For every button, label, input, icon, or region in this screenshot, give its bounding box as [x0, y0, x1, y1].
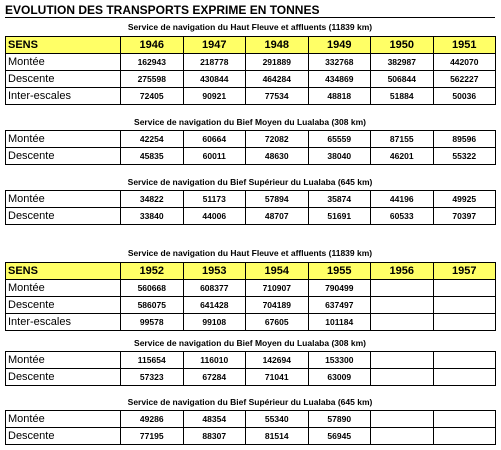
table-cell: 63009 — [308, 369, 371, 386]
header-cell: 1953 — [183, 263, 246, 280]
table-row — [6, 191, 496, 208]
section-title-bief-superieur-1952: Service de navigation du Bief Supérieur du Lualaba (645 km) — [127, 397, 373, 407]
table-cell: 48630 — [246, 148, 309, 165]
table-cell — [433, 280, 496, 297]
table-cell: 49286 — [121, 411, 184, 428]
table-cell: 704189 — [246, 297, 309, 314]
table-row — [6, 411, 496, 428]
table-cell: 77534 — [246, 88, 309, 105]
table-cell: 44006 — [183, 208, 246, 225]
header-cell: 1948 — [246, 37, 309, 54]
header-cell: 1949 — [308, 37, 371, 54]
table-cell: 50036 — [433, 88, 496, 105]
table-cell: 101184 — [308, 314, 371, 331]
table-cell — [371, 280, 434, 297]
header-cell: 1955 — [308, 263, 371, 280]
table-row — [6, 54, 496, 71]
section-title-bief-moyen-1952: Service de navigation du Bief Moyen du Lualaba (308 km) — [134, 338, 366, 348]
header-cell: SENS — [6, 263, 121, 280]
table-cell: 89596 — [433, 131, 496, 148]
table-cell: 72082 — [246, 131, 309, 148]
table-cell: 56945 — [308, 428, 371, 445]
table-cell: 90921 — [183, 88, 246, 105]
table-cell: 116010 — [183, 352, 246, 369]
table-cell: 35874 — [308, 191, 371, 208]
table-cell: 81514 — [246, 428, 309, 445]
table-cell: 291889 — [246, 54, 309, 71]
table-cell: 57894 — [246, 191, 309, 208]
header-cell: 1947 — [183, 37, 246, 54]
page-title: EVOLUTION DES TRANSPORTS EXPRIME EN TONNES — [5, 3, 495, 18]
row-label: Montée — [6, 280, 121, 297]
table-cell: 153300 — [308, 352, 371, 369]
table-cell: 60664 — [183, 131, 246, 148]
table-cell: 608377 — [183, 280, 246, 297]
table-cell: 57323 — [121, 369, 184, 386]
section-title-bief-superieur-1946: Service de navigation du Bief Supérieur du Lualaba (645 km) — [127, 177, 373, 187]
row-label: Montée — [6, 191, 121, 208]
table-cell: 442070 — [433, 54, 496, 71]
table-cell: 67605 — [246, 314, 309, 331]
table-cell: 65559 — [308, 131, 371, 148]
header-cell: 1950 — [371, 37, 434, 54]
table-cell: 710907 — [246, 280, 309, 297]
row-label: Montée — [6, 131, 121, 148]
table-row — [6, 208, 496, 225]
table-cell: 115654 — [121, 352, 184, 369]
table-cell: 71041 — [246, 369, 309, 386]
table-row — [6, 297, 496, 314]
table-cell: 99108 — [183, 314, 246, 331]
table-row — [6, 352, 496, 369]
table-row — [6, 369, 496, 386]
table-cell — [371, 428, 434, 445]
table-cell: 60011 — [183, 148, 246, 165]
header-cell: 1952 — [121, 263, 184, 280]
table-cell: 51691 — [308, 208, 371, 225]
table-cell — [433, 369, 496, 386]
table-cell: 60533 — [371, 208, 434, 225]
table-cell: 275598 — [121, 71, 184, 88]
table-cell — [433, 352, 496, 369]
row-label: Descente — [6, 297, 121, 314]
row-label: Descente — [6, 369, 121, 386]
table-cell: 57890 — [308, 411, 371, 428]
table-bief-superieur-1952 — [5, 410, 496, 445]
row-label: Inter-escales — [6, 314, 121, 331]
table-cell: 48707 — [246, 208, 309, 225]
row-label: Inter-escales — [6, 88, 121, 105]
table-cell — [371, 352, 434, 369]
table-row — [6, 314, 496, 331]
row-label: Descente — [6, 71, 121, 88]
table-cell: 77195 — [121, 428, 184, 445]
table-cell: 55322 — [433, 148, 496, 165]
table-cell: 55340 — [246, 411, 309, 428]
header-cell: 1957 — [433, 263, 496, 280]
table-cell: 72405 — [121, 88, 184, 105]
table-cell: 49925 — [433, 191, 496, 208]
table-cell: 790499 — [308, 280, 371, 297]
table-cell: 70397 — [433, 208, 496, 225]
row-label: Montée — [6, 352, 121, 369]
table-bief-moyen-1946 — [5, 130, 496, 165]
table-row — [6, 88, 496, 105]
table-header-row — [6, 263, 496, 280]
table-cell: 562227 — [433, 71, 496, 88]
table-cell: 641428 — [183, 297, 246, 314]
table-cell — [371, 411, 434, 428]
table-row — [6, 280, 496, 297]
section-title-haut-fleuve-1952: Service de navigation du Haut Fleuve et affluents (11839 km) — [127, 248, 373, 258]
header-cell: 1951 — [433, 37, 496, 54]
table-cell — [371, 297, 434, 314]
table-row — [6, 148, 496, 165]
header-cell: 1956 — [371, 263, 434, 280]
table-haut-fleuve-1946 — [5, 36, 496, 105]
table-cell: 560668 — [121, 280, 184, 297]
table-cell — [433, 297, 496, 314]
table-cell — [433, 411, 496, 428]
table-cell: 44196 — [371, 191, 434, 208]
table-cell: 332768 — [308, 54, 371, 71]
table-cell — [371, 314, 434, 331]
row-label: Montée — [6, 411, 121, 428]
table-cell: 88307 — [183, 428, 246, 445]
table-cell: 99578 — [121, 314, 184, 331]
table-cell: 434869 — [308, 71, 371, 88]
table-cell: 51173 — [183, 191, 246, 208]
table-row — [6, 71, 496, 88]
table-cell: 87155 — [371, 131, 434, 148]
table-cell: 162943 — [121, 54, 184, 71]
table-cell: 33840 — [121, 208, 184, 225]
table-cell: 218778 — [183, 54, 246, 71]
table-cell: 464284 — [246, 71, 309, 88]
table-cell — [371, 369, 434, 386]
table-cell: 67284 — [183, 369, 246, 386]
table-cell: 51884 — [371, 88, 434, 105]
table-cell: 42254 — [121, 131, 184, 148]
table-cell: 34822 — [121, 191, 184, 208]
table-cell: 45835 — [121, 148, 184, 165]
table-bief-superieur-1946 — [5, 190, 496, 225]
header-cell: 1954 — [246, 263, 309, 280]
table-cell: 637497 — [308, 297, 371, 314]
table-cell: 506844 — [371, 71, 434, 88]
table-row — [6, 131, 496, 148]
table-cell — [433, 314, 496, 331]
table-bief-moyen-1952 — [5, 351, 496, 386]
table-cell: 586075 — [121, 297, 184, 314]
table-haut-fleuve-1952 — [5, 262, 496, 331]
table-header-row — [6, 37, 496, 54]
section-title-bief-moyen-1946: Service de navigation du Bief Moyen du Lualaba (308 km) — [134, 117, 366, 127]
table-row — [6, 428, 496, 445]
table-cell: 48818 — [308, 88, 371, 105]
table-cell: 46201 — [371, 148, 434, 165]
table-cell: 142694 — [246, 352, 309, 369]
row-label: Montée — [6, 54, 121, 71]
table-cell: 38040 — [308, 148, 371, 165]
header-cell: 1946 — [121, 37, 184, 54]
table-cell — [433, 428, 496, 445]
row-label: Descente — [6, 428, 121, 445]
table-cell: 48354 — [183, 411, 246, 428]
table-cell: 430844 — [183, 71, 246, 88]
section-title-haut-fleuve-1946: Service de navigation du Haut Fleuve et affluents (11839 km) — [127, 22, 373, 32]
table-cell: 382987 — [371, 54, 434, 71]
header-cell: SENS — [6, 37, 121, 54]
row-label: Descente — [6, 148, 121, 165]
row-label: Descente — [6, 208, 121, 225]
